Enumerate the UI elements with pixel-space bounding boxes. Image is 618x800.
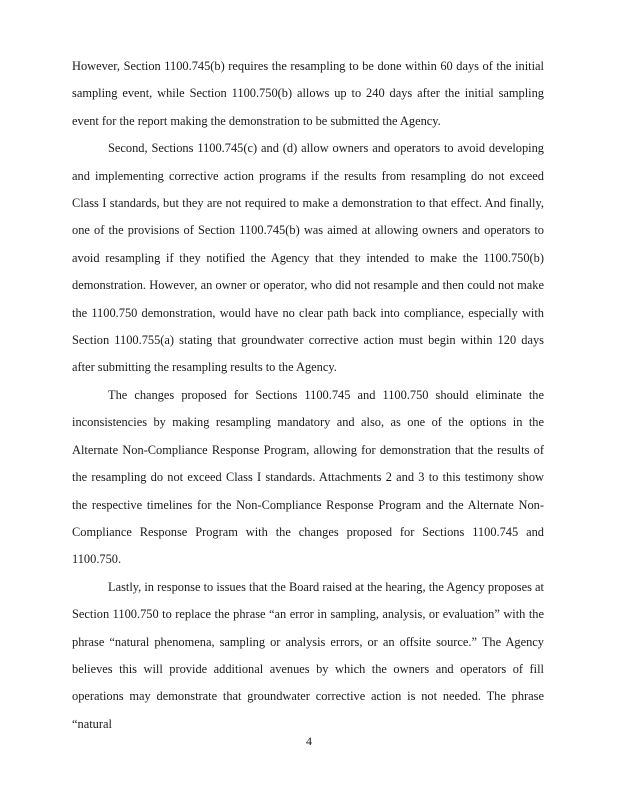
body-text bbox=[72, 53, 544, 738]
paragraph-4: Lastly, in response to issues that the Board raised at the hearing, the Agency proposes at Section 1100.750 to replace the phrase “an error in sampling, analysis, or evaluation” with the phrase “natural phenomena, sampling or analysis errors, or an offsite source.” The Agency believes this will provide additional avenues by which the owners and operators of fill operations may demonstrate that groundwater corrective action is not needed. The phrase “natural bbox=[72, 579, 544, 731]
paragraph-3: The changes proposed for Sections 1100.745 and 1100.750 should eliminate the inconsistencies by making resampling mandatory and also, as one of the options in the Alternate Non-Compliance Response Program, allowing for demonstration that the results of the resampling do not exceed Class I standards. Attachments 2 and 3 to this testimony show the respective timelines for the Non-Compliance Response Program and the Alternate Non-Compliance Response Program with the changes proposed for Sections 1100.745 and 1100.750. bbox=[72, 387, 544, 567]
page-number: 4 bbox=[306, 734, 312, 748]
paragraph-1: However, Section 1100.745(b) requires the resampling to be done within 60 days of the initial sampling event, while Section 1100.750(b) allows up to 240 days after the initial sampling event for the report making the demonstration to be submitted the Agency. bbox=[72, 59, 544, 128]
paragraph-2: Second, Sections 1100.745(c) and (d) allow owners and operators to avoid developing and implementing corrective action programs if the results from resampling do not exceed Class I standards, but they are not required to make a demonstration to that effect. And finally, one of the provisions of Section 1100.745(b) was aimed at allowing owners and operators to avoid resampling if they notified the Agency that they intended to make the 1100.750(b) demonstration. However, an owner or operator, who did not resample and then could not make the 1100.750 demonstration, would have no clear path back into compliance, especially with Section 1100.755(a) stating that groundwater corrective action must begin within 120 days after submitting the resampling results to the Agency. bbox=[72, 141, 544, 375]
